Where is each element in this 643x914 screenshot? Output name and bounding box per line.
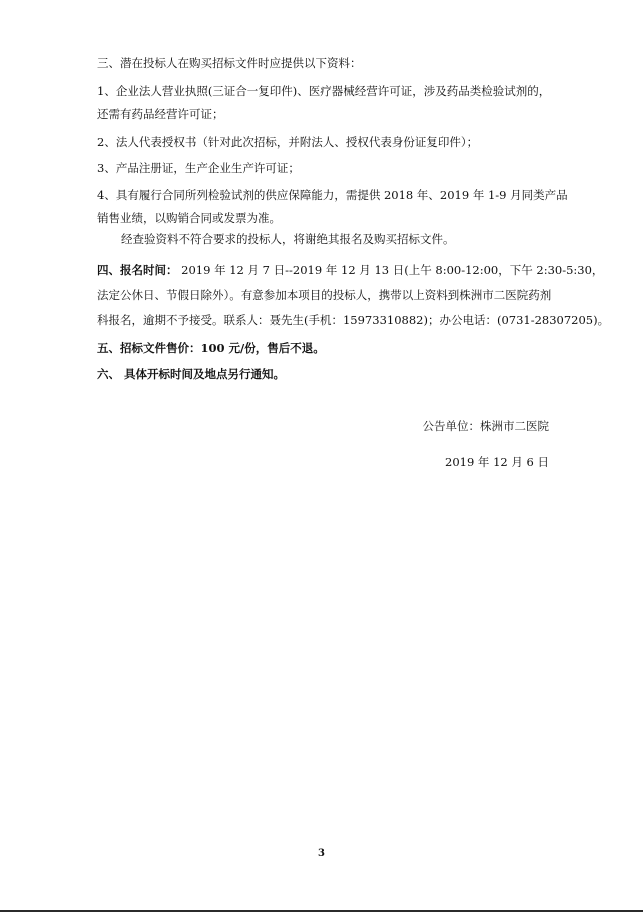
section-3-item-4-line-1: 4、具有履行合同所列检验试剂的供应保障能力，需提供 2018 年、2019 年 1-9 月同类产品 [97, 188, 568, 202]
section-3-item-1-line-1: 1、企业法人营业执照(三证合一复印件)、医疗器械经营许可证，涉及药品类检验试剂的， [97, 84, 551, 98]
page-number: 3 [318, 848, 325, 859]
section-3-item-4-line-2: 销售业绩，以购销合同或发票为准。 [97, 211, 281, 225]
section-3-item-2: 2、法人代表授权书（针对此次招标，并附法人、授权代表身份证复印件）； [97, 135, 479, 149]
section-3-item-1-line-2: 还需有药品经营许可证； [97, 107, 224, 121]
section-3-item-3: 3、产品注册证，生产企业生产许可证； [97, 161, 300, 175]
section-3-title: 三、潜在投标人在购买招标文件时应提供以下资料： [97, 56, 362, 70]
section-4-label: 四、报名时间： [97, 263, 178, 277]
section-5: 五、招标文件售价：100 元/份，售后不退。 [97, 341, 325, 355]
section-4-line-1 [97, 263, 603, 277]
signer: 公告单位：株洲市二医院 [422, 419, 549, 433]
page-bottom-border [0, 910, 643, 912]
section-4-dates: 2019 年 12 月 7 日--2019 年 12 月 13 日(上午 8:00-12:00，下午 2:30-5:30， [177, 263, 604, 277]
section-6: 六、 具体开标时间及地点另行通知。 [97, 367, 286, 381]
section-4-line-3: 科报名，逾期不予接受。联系人：聂先生(手机：15973310882)；办公电话：(0731-28307205)。 [97, 313, 610, 327]
section-3-note: 经查验资料不符合要求的投标人，将谢绝其报名及购买招标文件。 [121, 232, 455, 246]
section-4-line-2: 法定公休日、节假日除外）。有意参加本项目的投标人，携带以上资料到株洲市二医院药剂 [97, 288, 552, 302]
date: 2019 年 12 月 6 日 [445, 455, 549, 469]
